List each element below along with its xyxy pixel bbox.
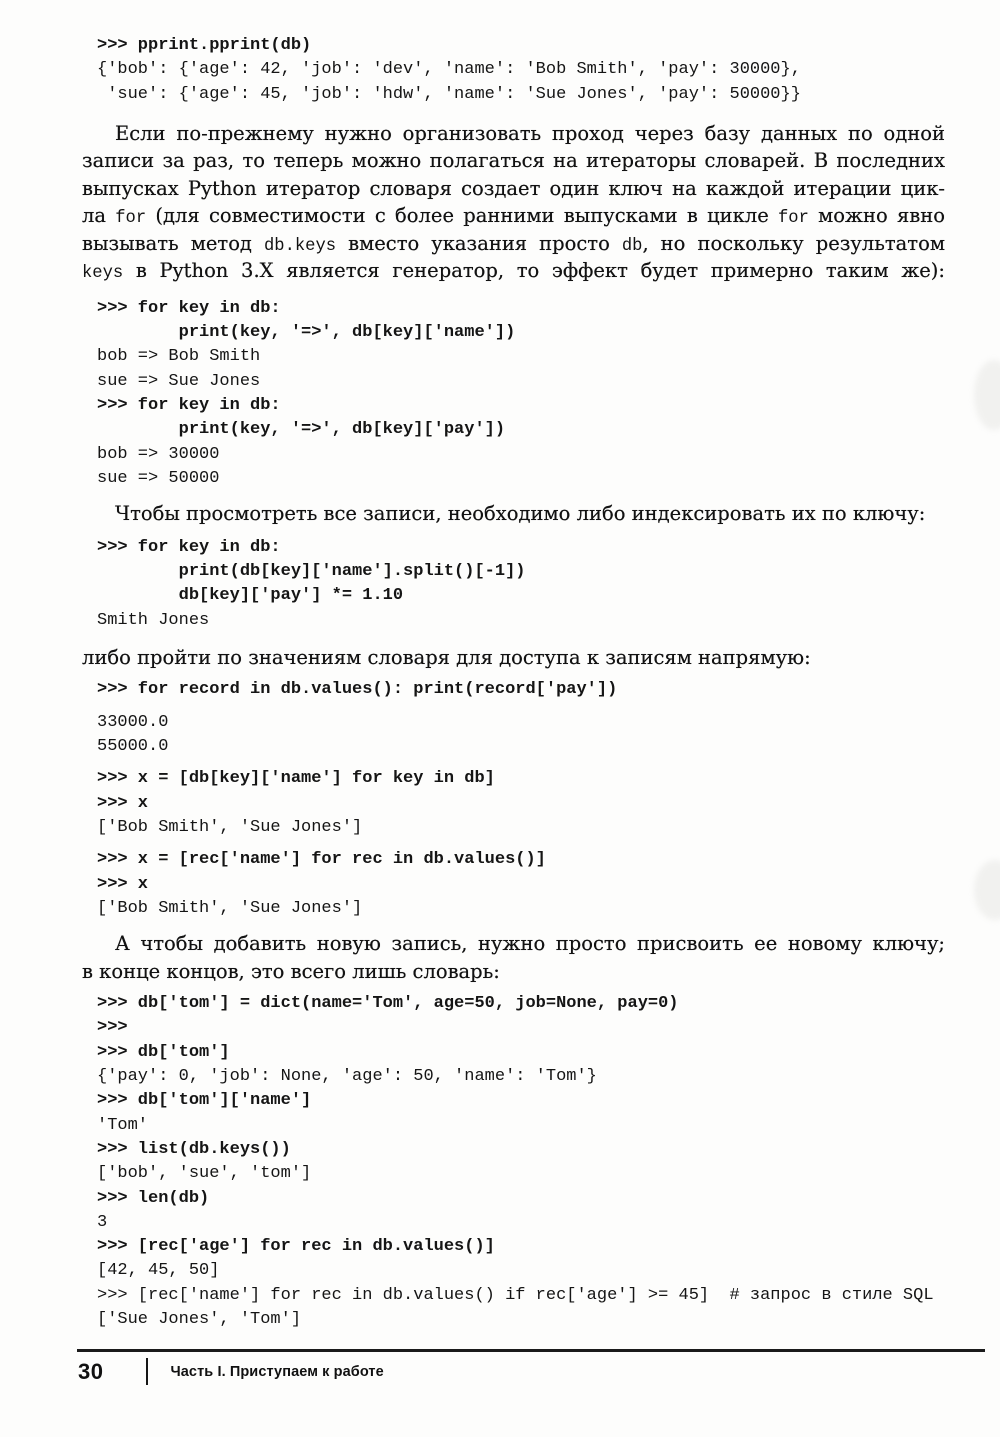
code-line: bob => 30000 <box>97 444 220 464</box>
code-line: >>> x = [rec['name'] for rec in db.values()] <box>97 850 546 870</box>
text-line: keys в Python 3.X является генератор, то эффект будет примерно таким же): <box>82 259 945 284</box>
paragraph-index-by-key <box>82 500 945 528</box>
code-line: >>> x <box>97 874 149 894</box>
code-line: >>> for key in db: <box>97 537 281 557</box>
inline-code: for <box>778 209 809 229</box>
code-line: >>> <box>97 1018 128 1038</box>
code-line: bob => Bob Smith <box>97 347 261 367</box>
inline-code: db <box>621 236 643 256</box>
text-line: либо пройти по значениям словаря для доступа к записям напрямую: <box>82 645 811 669</box>
code-line: 'sue': {'age': 45, 'job': 'hdw', 'name': 'Sue Jones', 'pay': 50000}} <box>97 84 801 104</box>
text-line: выпусках Python итератор словаря создает один ключ на каждой итерации цик- <box>82 176 945 200</box>
code-line: >>> for record in db.values(): print(record['pay']) <box>97 680 618 700</box>
text-line: записи за раз, то теперь можно полагаться на итераторы словарей. В последних <box>82 149 945 173</box>
code-line: 55000.0 <box>97 737 169 757</box>
code-line: >>> db['tom'] = dict(name='Tom', age=50, job=None, pay=0) <box>97 994 679 1014</box>
code-line: >>> x = [db[key]['name'] for key in db] <box>97 769 495 789</box>
paragraph-add-record <box>82 930 945 985</box>
inline-code: db.keys <box>263 236 337 256</box>
inline-code: keys <box>82 264 124 284</box>
paragraph-values-direct <box>82 644 945 672</box>
code-line: ['bob', 'sue', 'tom'] <box>97 1164 312 1184</box>
code-line: >>> db['tom'] <box>97 1042 230 1062</box>
code-line: 'Tom' <box>97 1115 149 1135</box>
code-block-split-pay <box>97 536 1000 633</box>
code-line: sue => 50000 <box>97 468 220 488</box>
footer-divider <box>146 1358 148 1385</box>
code-block-add-tom <box>97 992 1000 1332</box>
page-number: 30 <box>78 1358 104 1384</box>
code-line: ['Bob Smith', 'Sue Jones'] <box>97 817 363 837</box>
text-line: ла for (для совместимости с более ранними выпусками в цикле for можно явно <box>82 204 945 229</box>
code-line: >>> x <box>97 793 149 813</box>
text-line: Чтобы просмотреть все записи, необходимо либо индексировать их по ключу: <box>115 502 926 526</box>
code-line: ['Bob Smith', 'Sue Jones'] <box>97 898 363 918</box>
text-line: А чтобы добавить новую запись, нужно просто присвоить ее новому ключу; <box>115 932 945 956</box>
page-footer <box>78 1358 384 1385</box>
text-line: в конце концов, это всего лишь словарь: <box>82 959 500 983</box>
code-line: {'bob': {'age': 42, 'job': 'dev', 'name': 'Bob Smith', 'pay': 30000}, <box>97 60 801 80</box>
text-line: вызывать метод db.keys вместо указания просто db, но поскольку результатом <box>82 231 945 256</box>
code-line: >>> [rec['age'] for rec in db.values()] <box>97 1237 495 1257</box>
code-line: print(key, '=>', db[key]['pay']) <box>97 420 506 440</box>
code-line: [42, 45, 50] <box>97 1261 220 1281</box>
code-line: sue => Sue Jones <box>97 371 261 391</box>
code-block-values-comprehensions <box>97 678 1000 921</box>
paragraph-dict-iterators <box>82 120 945 285</box>
code-line: ['Sue Jones', 'Tom'] <box>97 1309 302 1329</box>
text-line: Если по-прежнему нужно организовать проход через базу данных по одной <box>115 121 945 145</box>
code-line: print(key, '=>', db[key]['name']) <box>97 323 516 343</box>
code-line: >>> [rec['name'] for rec in db.values() if rec['age'] >= 45] # запрос в стиле SQL <box>97 1285 934 1305</box>
code-line: >>> db['tom']['name'] <box>97 1091 312 1111</box>
code-line: 3 <box>97 1212 108 1232</box>
code-line: db[key]['pay'] *= 1.10 <box>97 586 404 606</box>
code-line: Smith Jones <box>97 610 210 630</box>
code-block-pprint-db <box>97 0 1000 107</box>
code-block-iterate-keys <box>97 297 1000 491</box>
code-line: >>> for key in db: <box>97 396 281 416</box>
code-line: >>> pprint.pprint(db) <box>97 36 312 55</box>
inline-code: for <box>115 209 147 229</box>
footer-section-title: Часть I. Приступаем к работе <box>170 1363 384 1380</box>
code-line: >>> len(db) <box>97 1188 210 1208</box>
code-line: {'pay': 0, 'job': None, 'age': 50, 'name': 'Tom'} <box>97 1067 597 1087</box>
code-line: print(db[key]['name'].split()[-1]) <box>97 562 526 582</box>
footer-rule <box>77 1349 985 1352</box>
code-line: >>> for key in db: <box>97 298 281 318</box>
code-line: >>> list(db.keys()) <box>97 1139 291 1159</box>
code-line: 33000.0 <box>97 712 169 732</box>
